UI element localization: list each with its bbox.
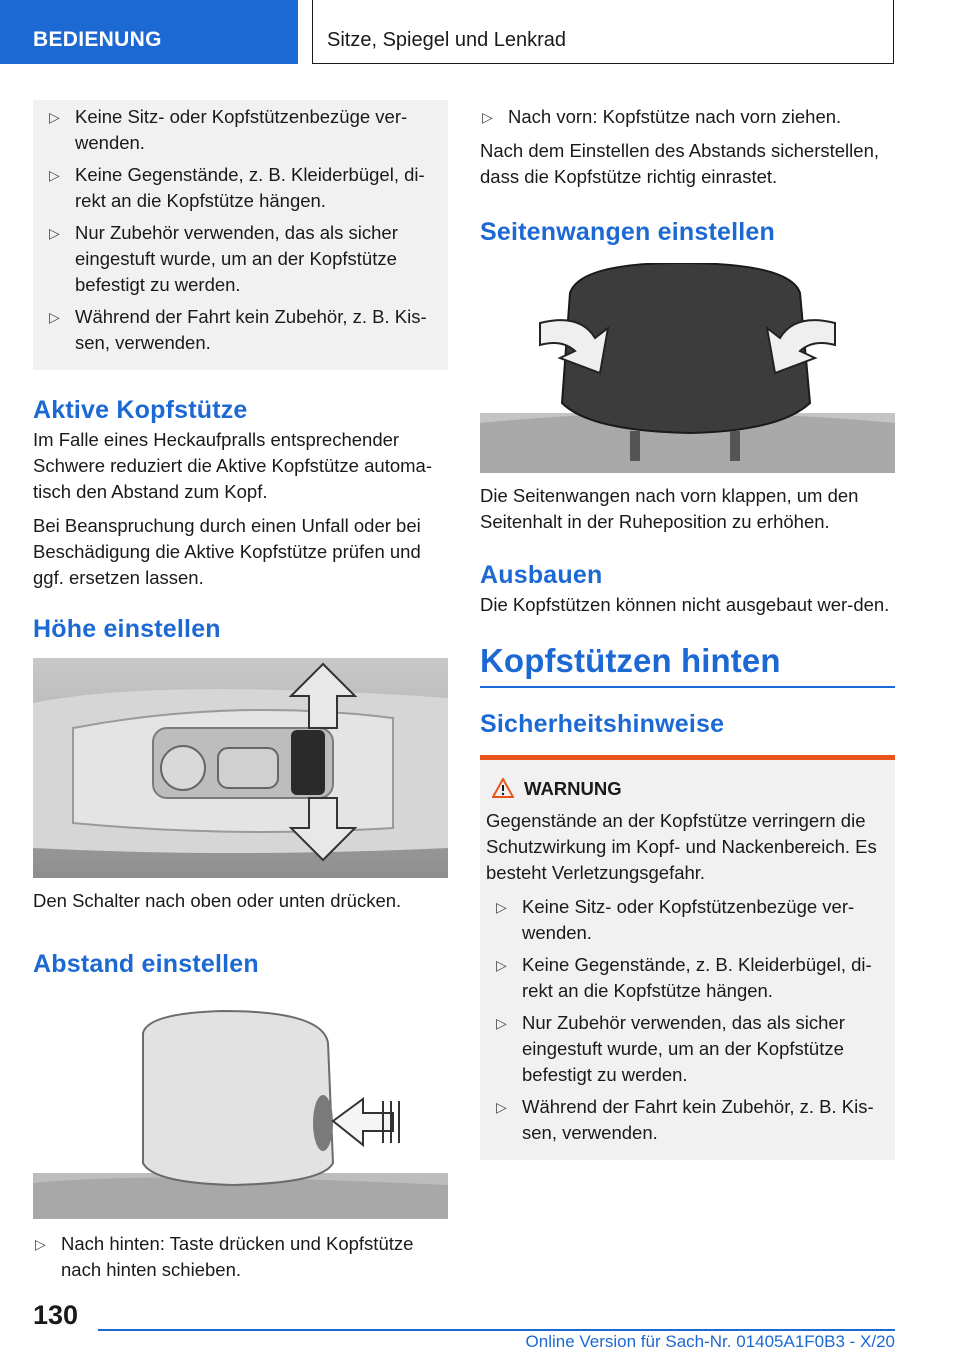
right-column: [480, 100, 895, 1160]
triangle-right-icon: ▷: [496, 1014, 507, 1031]
active-paragraph-1: Im Falle eines Heckaufpralls entsprechender Schwere reduziert die Aktive Kopfstütze automa-tisch den Abstand zum Kopf.: [33, 429, 432, 502]
left-column: [33, 100, 448, 1283]
list-item: ▷ Nur Zubehör verwenden, das als sicher eingestuft wurde, um an der Kopfstütze befestigt zu werden.: [49, 222, 398, 295]
section-heading-height: Höhe einstellen: [33, 615, 221, 643]
list-item: ▷ Nur Zubehör verwenden, das als sicher eingestuft wurde, um an der Kopfstütze befestigt zu werden.: [496, 1011, 845, 1085]
distance-note: Nach dem Einstellen des Abstands sicherstellen, dass die Kopfstütze richtig einrastet.: [480, 140, 879, 187]
triangle-right-icon: ▷: [496, 1098, 507, 1115]
remove-text: Die Kopfstützen können nicht ausgebaut wer-den.: [480, 594, 890, 615]
triangle-right-icon: ▷: [49, 167, 60, 183]
triangle-right-icon: ▷: [49, 309, 60, 325]
page-number: 130: [33, 1300, 79, 1330]
list-item: ▷ Keine Sitz- oder Kopfstützenbezüge ver-wenden.: [49, 106, 408, 153]
list-item: ▷ Keine Gegenstände, z. B. Kleiderbügel, di-rekt an die Kopfstütze hängen.: [496, 953, 872, 1001]
wings-caption: Die Seitenwangen nach vorn klappen, um den Seitenhalt in der Ruheposition zu erhöhen.: [480, 485, 859, 532]
distance-adjust-figure: [33, 1003, 448, 1219]
side-wings-figure: [480, 263, 895, 473]
list-item: ▷ Keine Gegenstände, z. B. Kleiderbügel, di-rekt an die Kopfstütze hängen.: [49, 164, 425, 211]
section-heading-active: Aktive Kopfstütze: [33, 396, 248, 424]
triangle-right-icon: ▷: [35, 1236, 46, 1252]
warning-header: [480, 774, 895, 808]
list-item: ▷ Während der Fahrt kein Zubehör, z. B. Kis-sen, verwenden.: [496, 1095, 874, 1143]
section-heading-wings: Seitenwangen einstellen: [480, 218, 775, 246]
heading-rule: [480, 686, 895, 688]
warning-triangle-icon: [492, 778, 514, 798]
footer-rule: [98, 1329, 895, 1331]
active-paragraph-2: Bei Beanspruchung durch einen Unfall oder bei Beschädigung die Aktive Kopfstütze prüfen und ggf. ersetzen lassen.: [33, 515, 421, 588]
warning-bar: [480, 755, 895, 760]
list-item: ▷ Keine Sitz- oder Kopfstützenbezüge ver-wenden.: [496, 895, 855, 943]
warning-label: WARNUNG: [524, 777, 622, 799]
triangle-right-icon: ▷: [496, 956, 507, 973]
triangle-right-icon: ▷: [49, 225, 60, 241]
footer-text: Online Version für Sach-Nr. 01405A1F0B3 - X/20: [525, 1332, 895, 1351]
chapter-heading-rear: Kopfstützen hinten: [480, 642, 781, 679]
section-heading-distance: Abstand einstellen: [33, 950, 259, 978]
chapter-title: Sitze, Spiegel und Lenkrad: [327, 29, 567, 51]
section-heading-safety: Sicherheitshinweise: [480, 709, 725, 738]
section-title: BEDIENUNG: [33, 28, 162, 51]
triangle-right-icon: ▷: [482, 109, 493, 125]
warning-list-box: [33, 100, 448, 370]
chapter-tab: [312, 0, 894, 64]
list-item: ▷ Nach vorn: Kopfstütze nach vorn ziehen.: [480, 104, 895, 130]
height-caption: Den Schalter nach oben oder unten drücken.: [33, 890, 402, 911]
section-heading-remove: Ausbauen: [480, 561, 603, 589]
triangle-right-icon: ▷: [496, 898, 507, 915]
warning-box: [480, 755, 895, 1160]
list-item: ▷ Während der Fahrt kein Zubehör, z. B. Kis-sen, verwenden.: [49, 306, 427, 353]
height-adjust-figure: [33, 658, 448, 878]
triangle-right-icon: ▷: [49, 109, 60, 125]
warning-text: Gegenstände an der Kopfstütze verringern die Schutzwirkung im Kopf- und Nackenbereich. Es besteht Verletzungsgefahr.: [486, 809, 877, 883]
section-tab: [0, 0, 298, 64]
list-item: ▷ Nach hinten: Taste drücken und Kopfstütze nach hinten schieben.: [35, 1233, 414, 1280]
